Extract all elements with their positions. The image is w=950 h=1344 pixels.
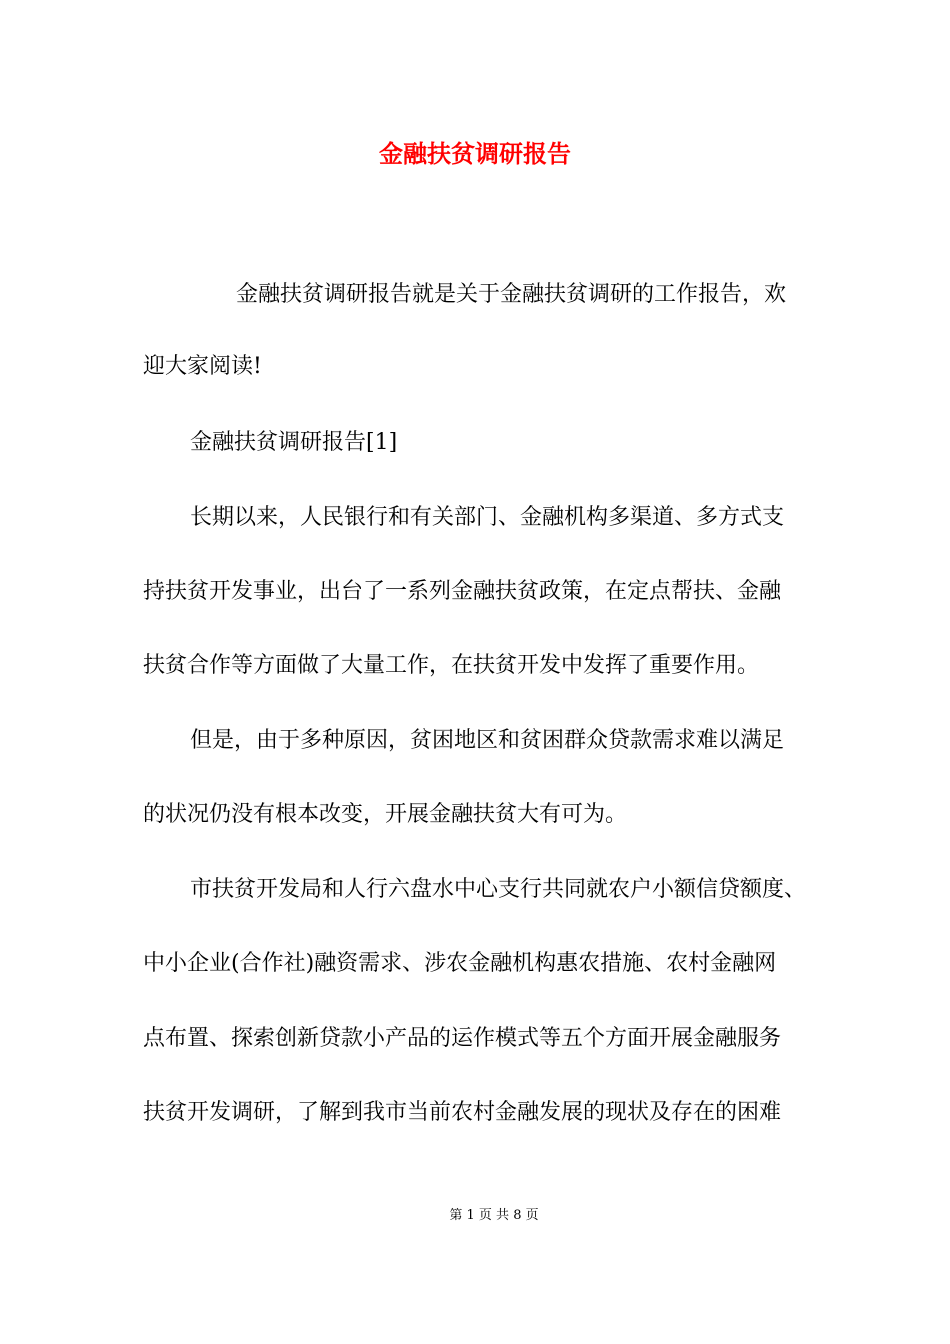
paragraph-line: 金融扶贫调研报告就是关于金融扶贫调研的工作报告，欢 <box>236 282 787 307</box>
paragraph-line: 持扶贫开发事业，出台了一系列金融扶贫政策，在定点帮扶、金融 <box>143 579 782 604</box>
paragraph-line: 但是，由于多种原因，贫困地区和贫困群众贷款需求难以满足 <box>190 728 785 753</box>
paragraph-line: 市扶贫开发局和人行六盘水中心支行共同就农户小额信贷额度、 <box>190 877 807 902</box>
paragraph-line: 金融扶贫调研报告[1] <box>190 430 398 455</box>
page-number-footer: 第 1 页 共 8 页 <box>449 1208 539 1223</box>
paragraph-line: 扶贫开发调研，了解到我市当前农村金融发展的现状及存在的困难 <box>143 1100 782 1125</box>
paragraph-line: 长期以来，人民银行和有关部门、金融机构多渠道、多方式支 <box>190 505 785 530</box>
paragraph-line: 扶贫合作等方面做了大量工作，在扶贫开发中发挥了重要作用。 <box>143 653 760 678</box>
paragraph-line: 的状况仍没有根本改变，开展金融扶贫大有可为。 <box>143 802 628 827</box>
paragraph-line: 中小企业(合作社)融资需求、涉农金融机构惠农措施、农村金融网 <box>143 951 777 976</box>
paragraph-line: 迎大家阅读! <box>143 354 262 379</box>
document-title: 金融扶贫调研报告 <box>379 139 571 168</box>
paragraph-line: 点布置、探索创新贷款小产品的运作模式等五个方面开展金融服务 <box>143 1026 782 1051</box>
